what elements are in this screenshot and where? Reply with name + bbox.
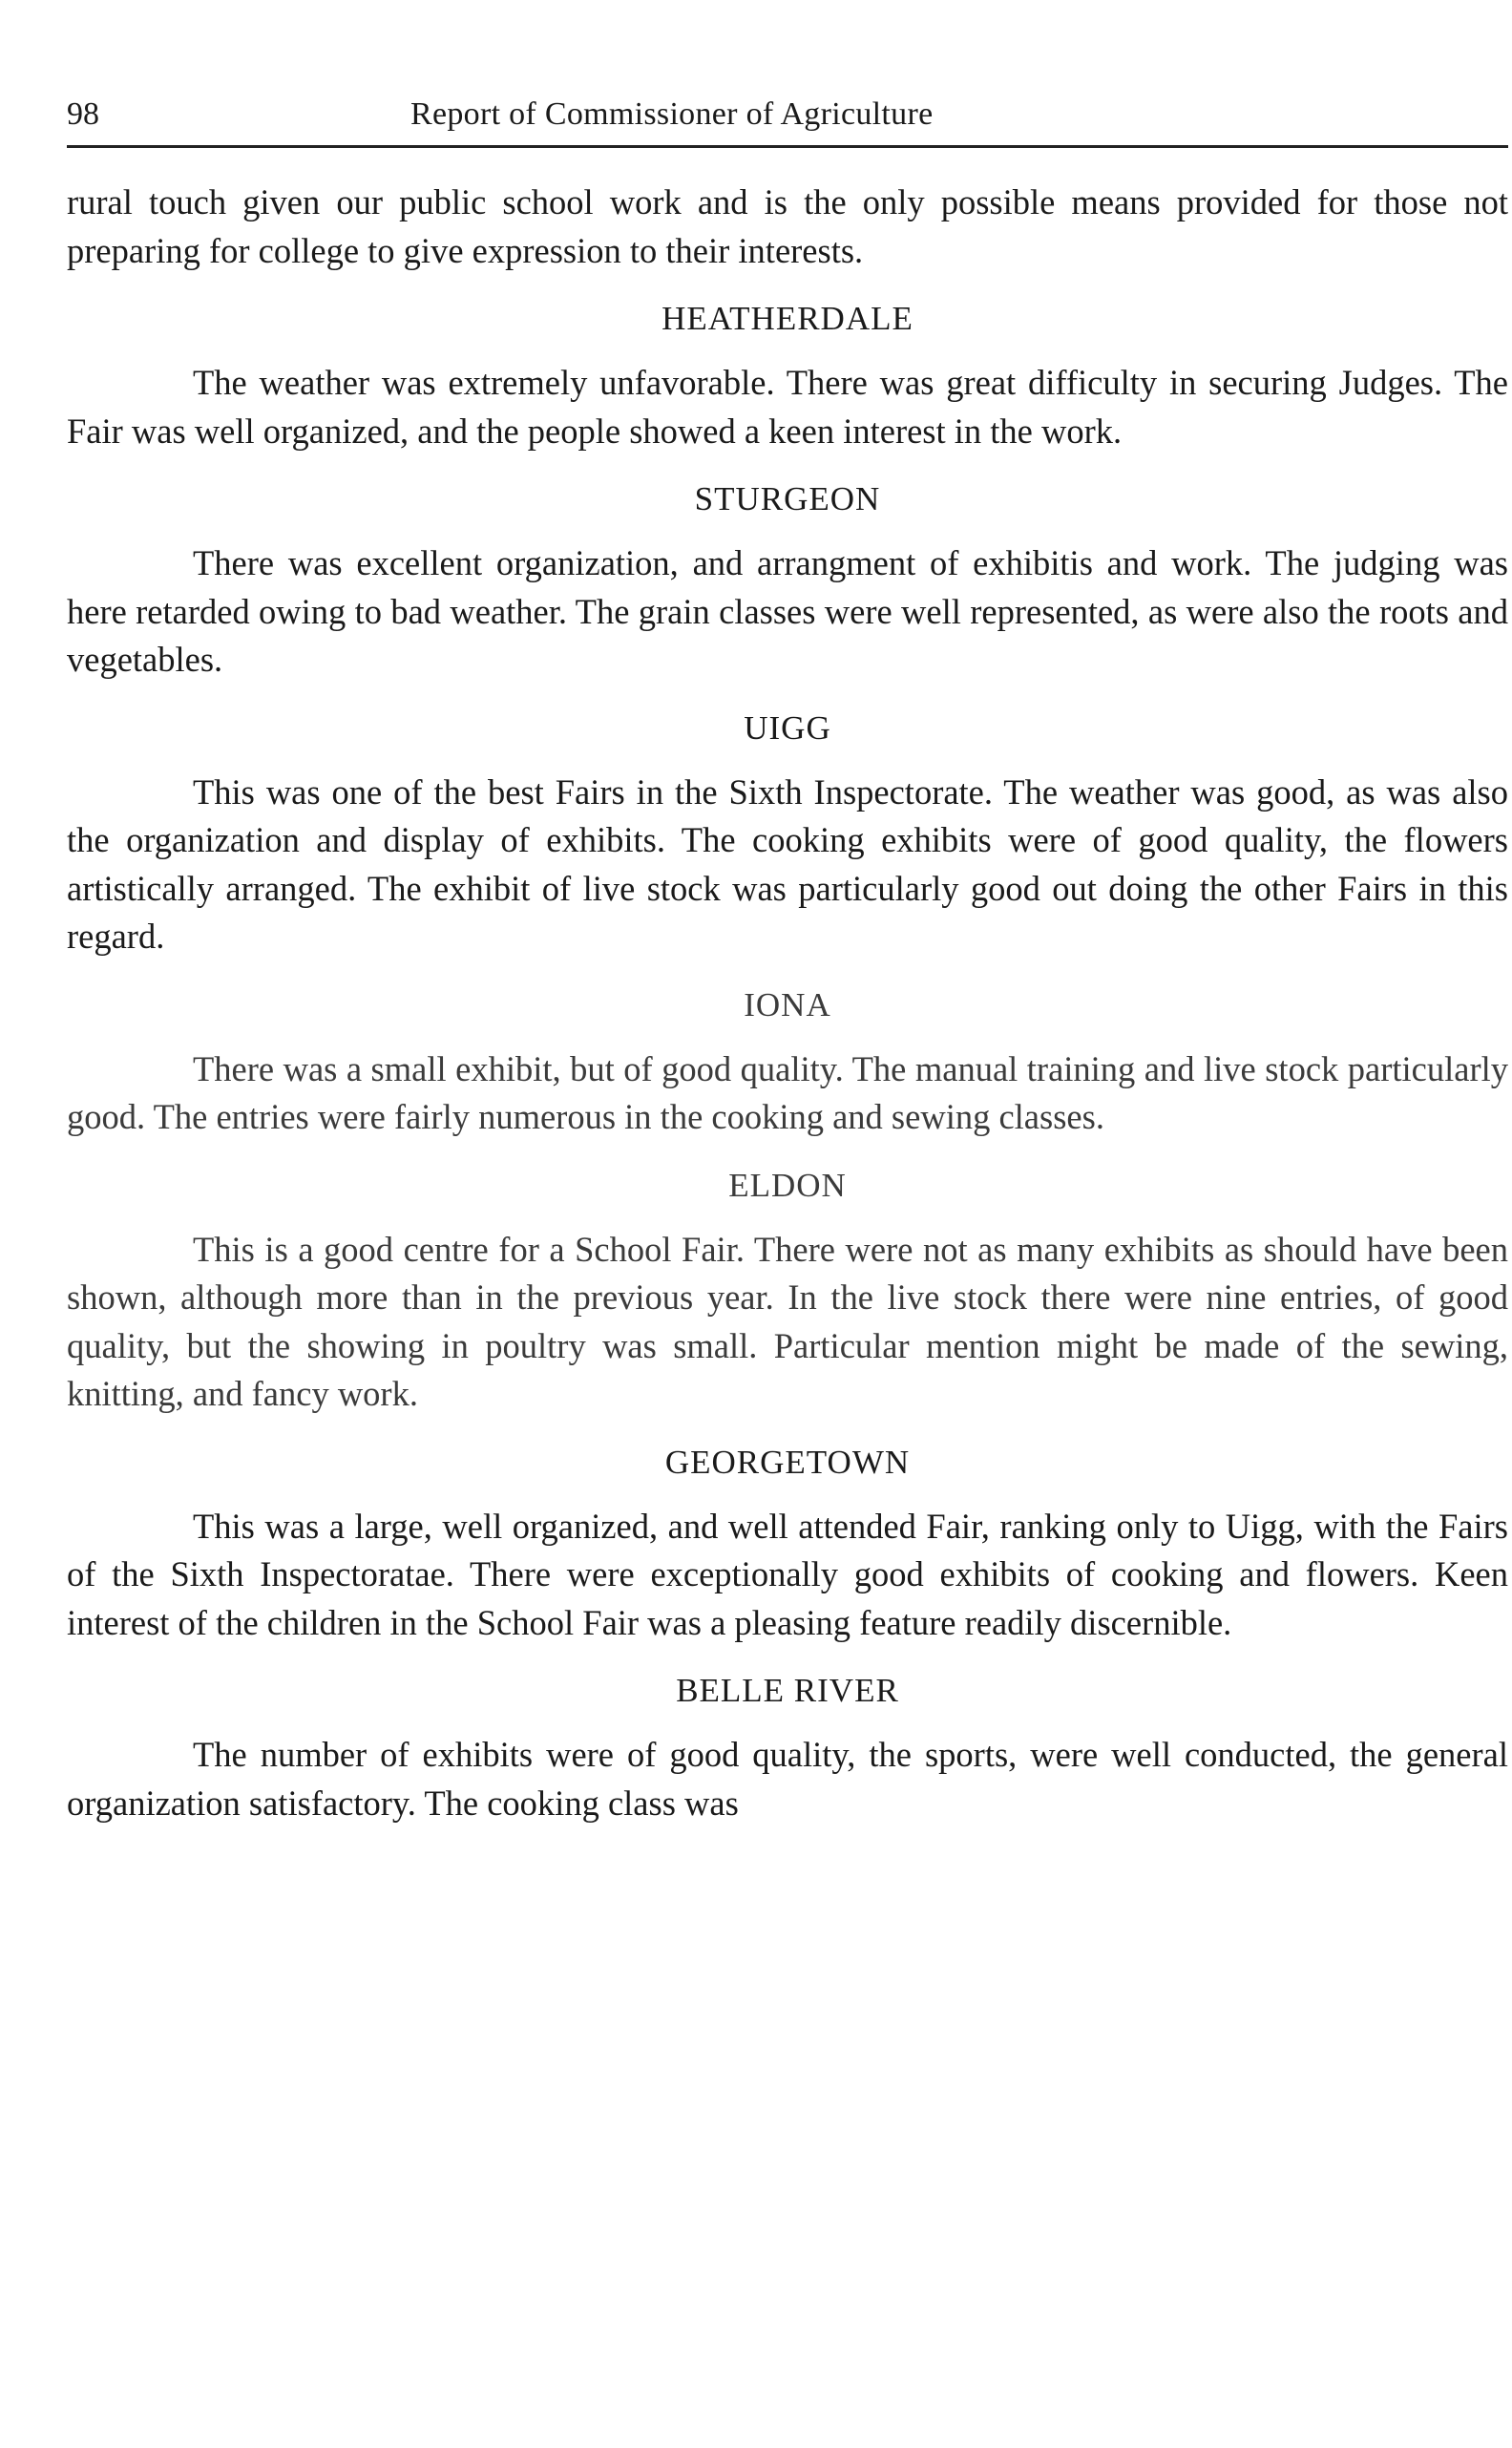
section-uigg (67, 706, 1508, 961)
section-heading: BELLE RIVER (676, 1672, 899, 1709)
section-eldon (67, 1163, 1508, 1419)
section-heatherdale (67, 296, 1508, 455)
section-paragraph: There was excellent organization, and arrangment of exhibitis and work. The judging was here retarded owing to bad weather. The grain classes were well represented, as were also the roots and vegetables. (67, 543, 1508, 679)
section-belle-river (67, 1668, 1508, 1827)
document-page (67, 95, 1508, 1848)
section-paragraph: The number of exhibits were of good quality, the sports, were well conducted, the general organization satisfactory. The cooking class was (67, 1735, 1508, 1823)
section-heading: UIGG (744, 708, 831, 747)
section-heading: GEORGETOWN (664, 1443, 911, 1481)
document-body (67, 179, 1508, 1827)
section-heading: ELDON (728, 1166, 847, 1204)
section-paragraph: This was a large, well organized, and well attended Fair, ranking only to Uigg, with the Fairs of the Sixth Inspectoratae. There were exceptionally good exhibits of cooking and flowers. Keen interest of the children in the School Fair was a pleasing feature readily discernible. (67, 1506, 1508, 1642)
running-head (67, 95, 1508, 148)
intro-paragraph: rural touch given our public school work and is the only possible means provided for those not preparing for college to give expression to their interests. (67, 182, 1508, 270)
section-iona (67, 982, 1508, 1142)
page-number: 98 (67, 96, 99, 132)
running-title: Report of Commissioner of Agriculture (410, 96, 934, 132)
section-paragraph: The weather was extremely unfavorable. There was great difficulty in securing Judges. The Fair was well organized, and the people showed a keen interest in the work. (67, 363, 1508, 451)
section-heading: IONA (744, 985, 831, 1024)
intro-section (67, 179, 1508, 275)
section-georgetown (67, 1440, 1508, 1648)
section-sturgeon (67, 476, 1508, 685)
section-paragraph: There was a small exhibit, but of good quality. The manual training and live stock particularly good. The entries were fairly numerous in the cooking and sewing classes. (67, 1048, 1508, 1136)
section-paragraph: This was one of the best Fairs in the Sixth Inspectorate. The weather was good, as was also the organization and display of exhibits. The cooking exhibits were of good quality, the flowers artistically arranged. The exhibit of live stock was particularly good out doing the other Fairs in this regard. (67, 771, 1508, 956)
section-heading: STURGEON (694, 480, 881, 517)
section-paragraph: This is a good centre for a School Fair. There were not as many exhibits as should have been shown, although more than in the previous year. In the live stock there were nine entries, of good quality, but the showing in poultry was small. Particular mention might be made of the sewing, knitting, and fancy work. (67, 1229, 1508, 1413)
section-heading: HEATHERDALE (662, 300, 914, 337)
